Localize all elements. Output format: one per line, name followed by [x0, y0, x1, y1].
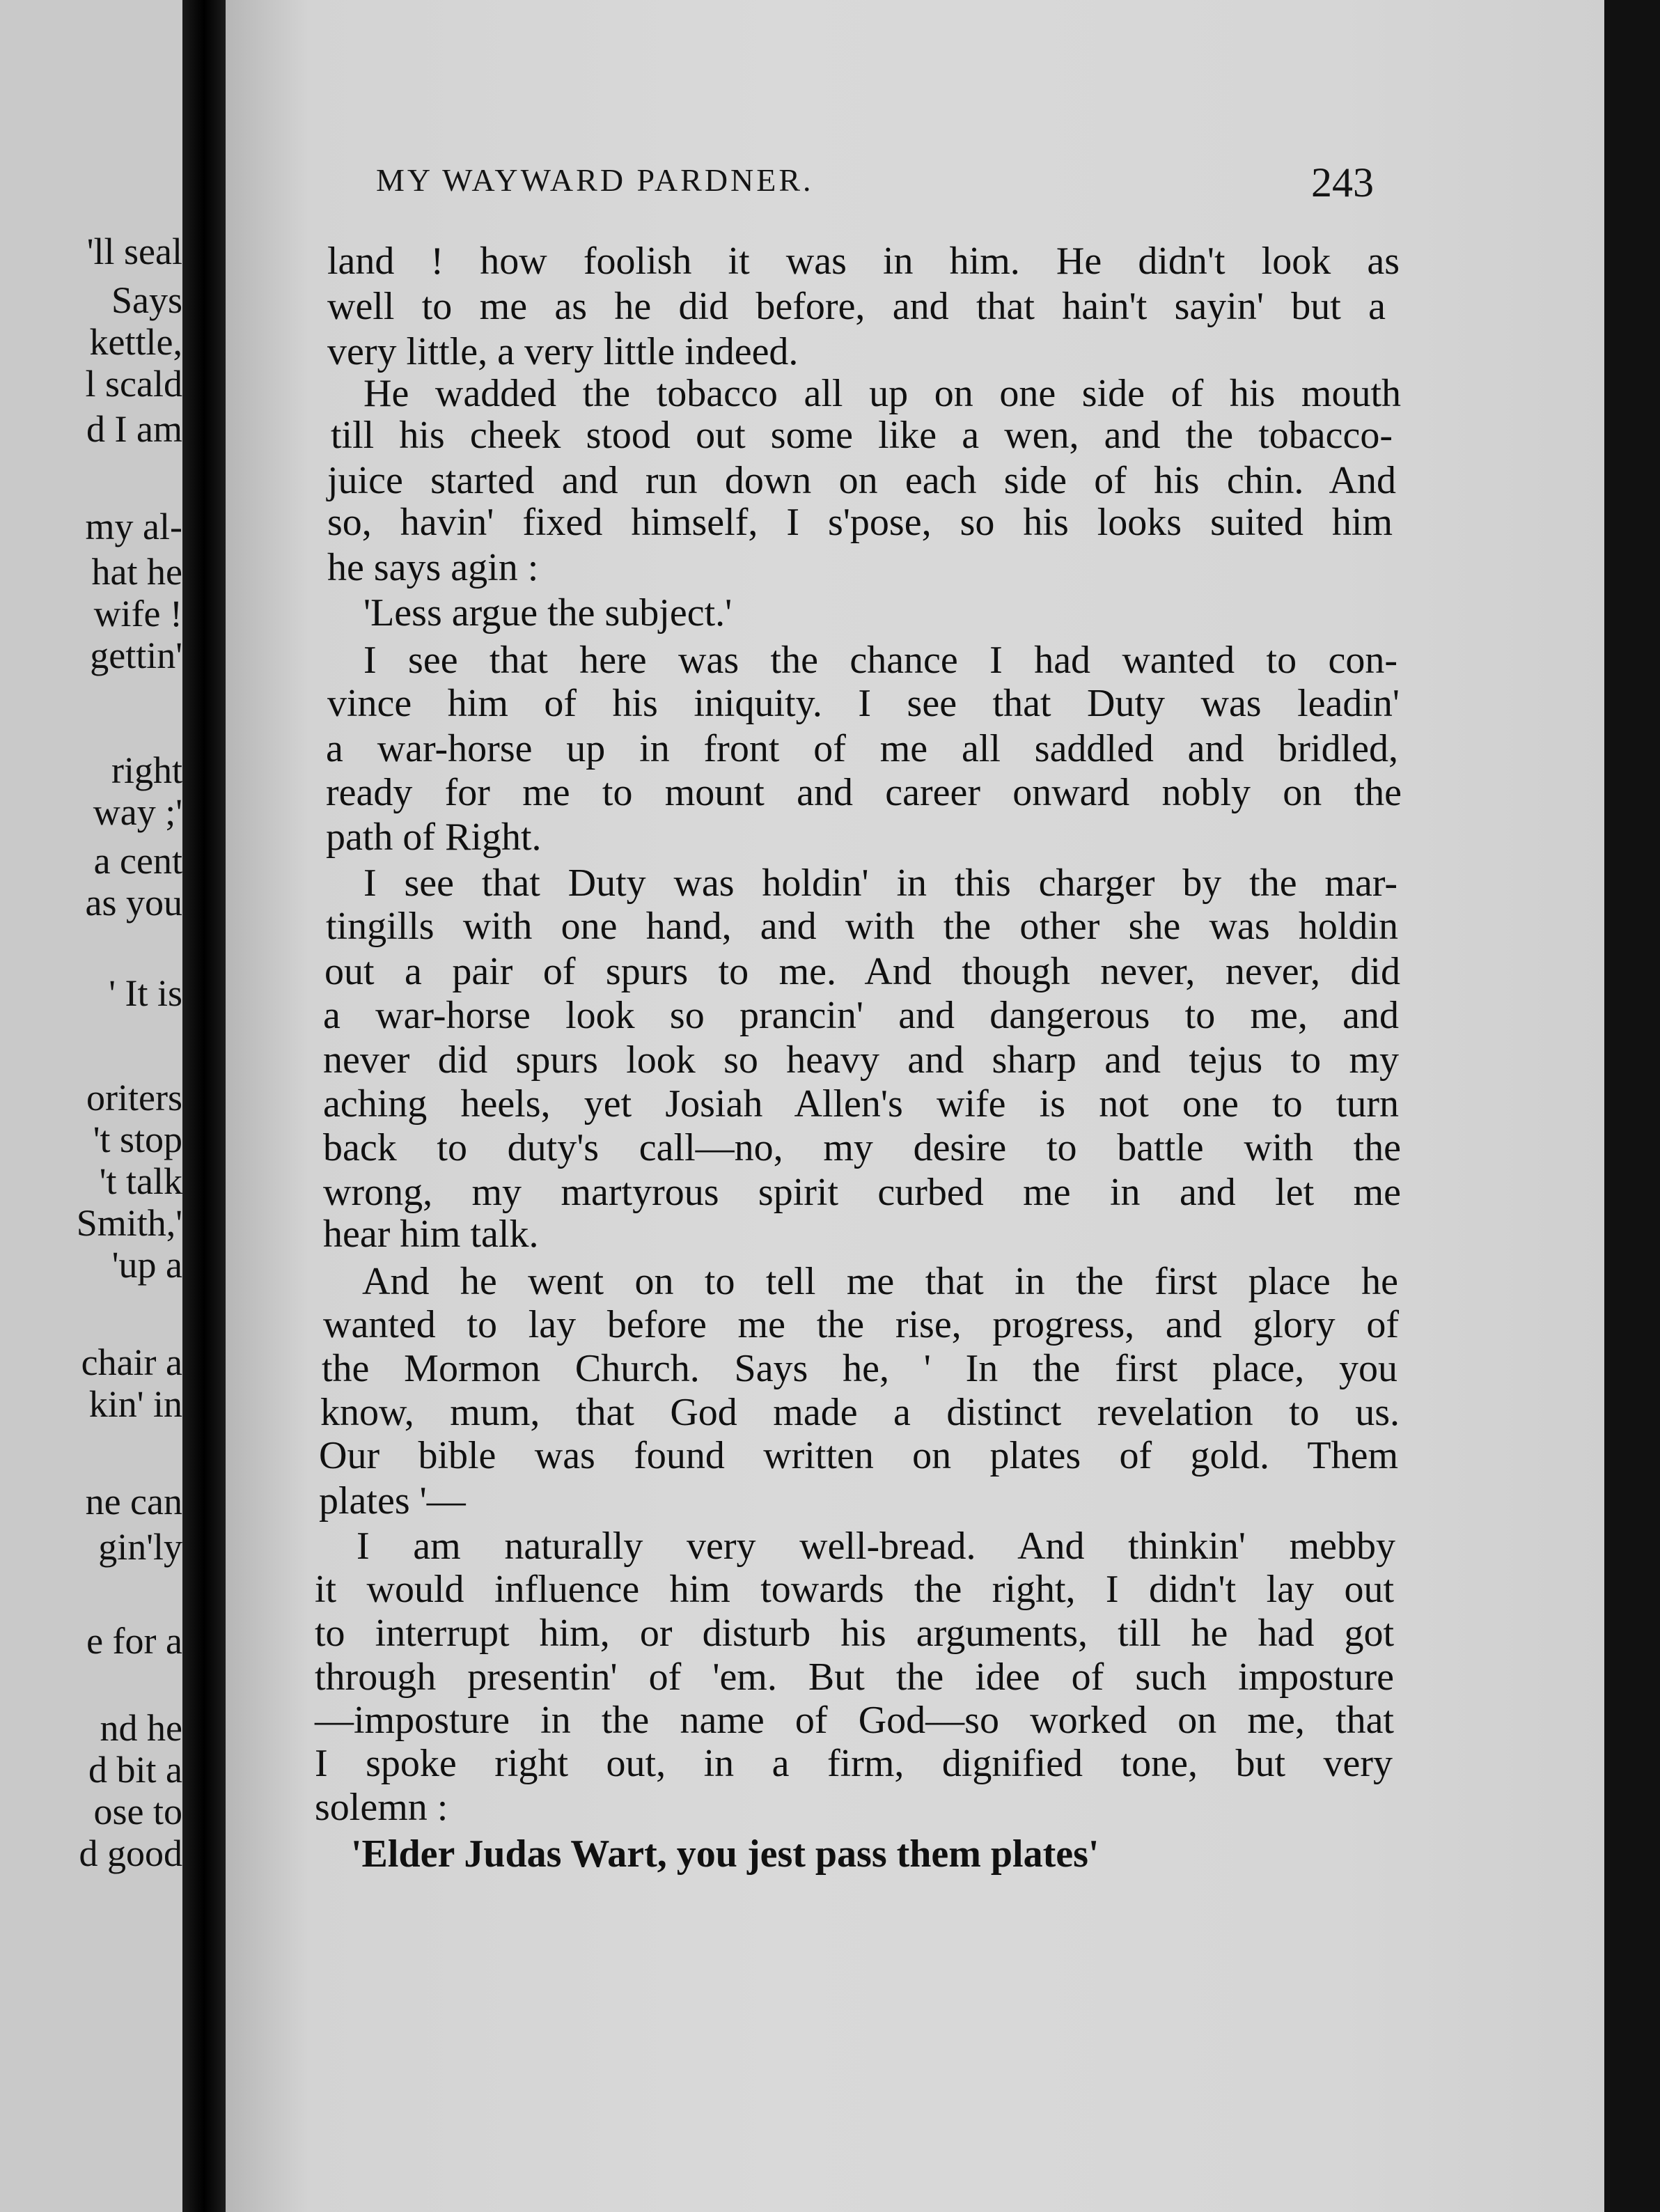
text-line: know, mum, that God made a distinct revelation to us.	[320, 1391, 1400, 1434]
text-line: till his cheek stood out some like a wen, and the tobacco-	[331, 414, 1393, 457]
text-line: very little, a very little indeed.	[327, 330, 799, 373]
text-line: —imposture in the name of God—so worked on me, that	[315, 1699, 1394, 1742]
left-page-line: 'up a	[111, 1244, 182, 1286]
text-line: land ! how foolish it was in him. He didn't look as	[327, 240, 1400, 283]
text-line: tingills with one hand, and with the other she was holdin	[326, 905, 1398, 948]
left-page-line: hat he	[91, 551, 182, 593]
left-page-line: gin'ly	[98, 1526, 182, 1568]
text-line: plates '—	[319, 1479, 466, 1522]
left-page-line: ne can	[85, 1481, 182, 1522]
left-page-line: wife !	[93, 593, 182, 634]
text-line: wanted to lay before me the rise, progress, and glory of	[323, 1303, 1399, 1346]
left-page-line: way ;'	[93, 791, 182, 833]
text-line: to interrupt him, or disturb his arguments, till he had got	[315, 1612, 1394, 1655]
left-page-line: oriters	[86, 1077, 182, 1119]
text-line: a war-horse look so prancin' and dangerous to me, and	[323, 994, 1399, 1037]
text-line: Our bible was found written on plates of gold. Them	[319, 1434, 1398, 1477]
left-page-line: nd he	[100, 1707, 182, 1749]
left-page-line: ose to	[93, 1791, 182, 1832]
text-line: I see that here was the chance I had wanted to con-	[363, 639, 1397, 682]
text-line: path of Right.	[326, 816, 542, 859]
text-line: never did spurs look so heavy and sharp and tejus to my	[323, 1038, 1399, 1082]
text-line: vince him of his iniquity. I see that Duty was leadin'	[327, 682, 1400, 725]
left-page-line: chair a	[81, 1341, 182, 1383]
text-line: I see that Duty was holdin' in this charger by the mar-	[363, 862, 1397, 905]
left-page-line: d good	[79, 1832, 182, 1874]
left-page-line: 'll seal	[86, 231, 182, 272]
text-line: And he went on to tell me that in the first place he	[362, 1260, 1398, 1303]
left-page-line: a cent	[93, 840, 182, 882]
text-line: wrong, my martyrous spirit curbed me in and let me	[323, 1171, 1401, 1214]
left-page-line: right	[111, 749, 182, 791]
text-line: I spoke right out, in a firm, dignified tone, but very	[315, 1742, 1393, 1785]
text-line: 'Elder Judas Wart, you jest pass them plates'	[351, 1832, 1099, 1876]
left-page-line: Says	[111, 279, 182, 321]
left-page-line: d bit a	[88, 1749, 182, 1791]
left-page-line: my al-	[85, 506, 182, 547]
text-line: the Mormon Church. Says he, ' In the first place, you	[322, 1347, 1397, 1390]
left-page-line: 't stop	[93, 1119, 182, 1160]
left-page-line: as you	[85, 882, 182, 924]
text-line: aching heels, yet Josiah Allen's wife is not one to turn	[323, 1082, 1399, 1126]
text-line: 'Less argue the subject.'	[363, 591, 733, 634]
text-line: back to duty's call—no, my desire to battle with the	[323, 1126, 1401, 1169]
text-line: solemn :	[315, 1786, 448, 1829]
text-line: a war-horse up in front of me all saddled and bridled,	[326, 727, 1398, 770]
running-title: MY WAYWARD PARDNER.	[376, 162, 814, 198]
text-line: well to me as he did before, and that hain't sayin' but a	[327, 285, 1386, 328]
text-line: juice started and run down on each side of his chin. And	[327, 459, 1396, 502]
text-line: so, havin' fixed himself, I s'pose, so his looks suited him	[327, 501, 1393, 544]
left-page-line: kin' in	[88, 1383, 182, 1425]
text-line: hear him talk.	[323, 1213, 539, 1256]
text-line: I am naturally very well-bread. And thinkin' mebby	[357, 1525, 1395, 1568]
text-line: it would influence him towards the right, I didn't lay out	[315, 1568, 1394, 1611]
left-page-line: d I am	[86, 408, 182, 450]
left-page-line: 't talk	[99, 1160, 182, 1202]
left-page-line: ' It is	[109, 972, 182, 1014]
text-line: out a pair of spurs to me. And though never, never, did	[324, 950, 1400, 993]
left-page-line: kettle,	[89, 321, 182, 363]
left-page-line: Smith,'	[76, 1202, 182, 1244]
text-line: through presentin' of 'em. But the idee of such imposture	[315, 1656, 1394, 1699]
text-line: He wadded the tobacco all up on one side of his mouth	[363, 372, 1401, 415]
page-number: 243	[1311, 159, 1374, 205]
left-page-line: l scald	[85, 363, 182, 405]
left-page-line: gettin'	[90, 634, 182, 676]
left-page-line: e for a	[86, 1620, 182, 1662]
text-line: ready for me to mount and career onward nobly on the	[326, 771, 1402, 814]
text-line: he says agin :	[327, 546, 539, 589]
